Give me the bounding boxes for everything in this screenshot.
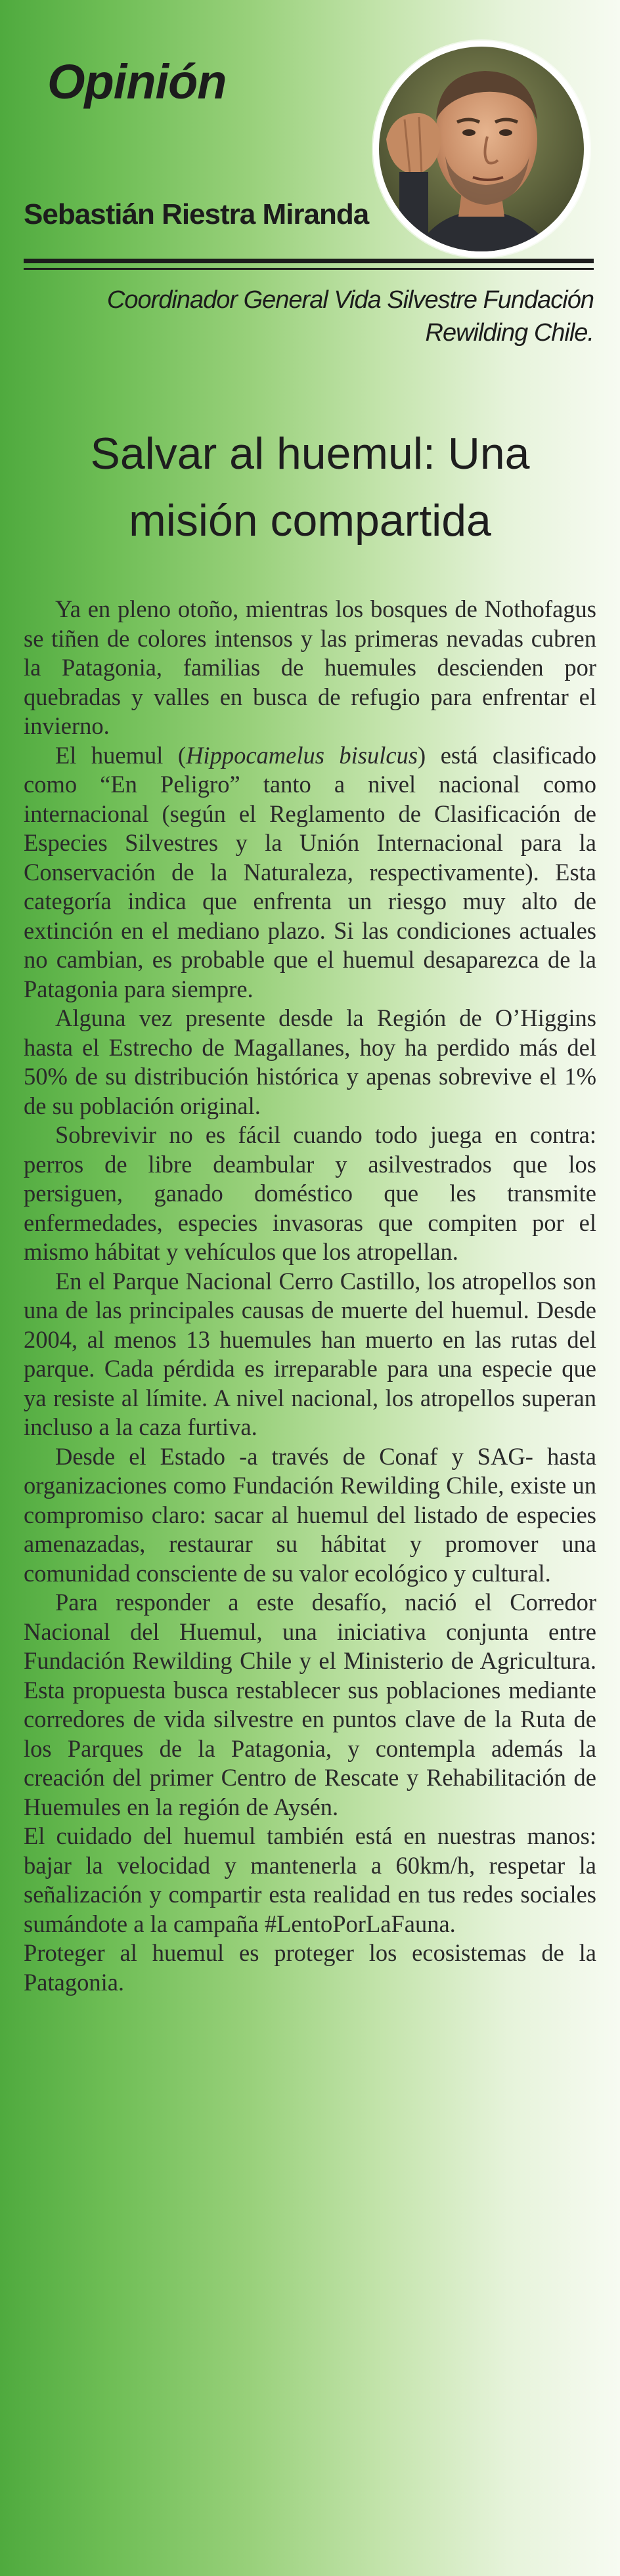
author-role-line2: Rewilding Chile.: [425, 319, 594, 347]
section-label: Opinión: [47, 54, 227, 109]
paragraph-7: Para responder a este desafío, nació el Corredor Nacional del Huemul, una iniciativa conjunta entre Fundación Rewilding Chile y el Ministerio de Agricultura. Esta propuesta busca restablecer sus poblaciones mediante corredores de vida silvestre en puntos clave de la Ruta de los Parques de la Patagonia, y contempla además la creación del primer Centro de Rescate y Rehabilitación de Huemules en la región de Aysén.: [24, 1589, 596, 1820]
header-divider-thin: [24, 268, 594, 270]
author-photo: [373, 41, 590, 257]
article-body: [24, 595, 596, 1997]
article-title: [24, 420, 596, 554]
paragraph-8: El cuidado del huemul también está en nuestras manos: bajar la velocidad y mantenerla a 60km/h, respetar la señalización y compartir esta realidad en tus redes sociales sumándote a la campaña #LentoPorLaFauna.: [24, 1822, 596, 1937]
paragraph-1: Ya en pleno otoño, mientras los bosques de Nothofagus se tiñen de colores intensos y las primeras nevadas cubren la Patagonia, familias de huemules descienden por quebradas y valles en busca de refugio para enfrentar el invierno.: [24, 595, 596, 739]
author-role: [68, 284, 594, 349]
paragraph-3: Alguna vez presente desde la Región de O’Higgins hasta el Estrecho de Magallanes, hoy ha perdido más del 50% de su distribución histórica y apenas sobrevive el 1% de su población original.: [24, 1004, 596, 1119]
paragraph-5: En el Parque Nacional Cerro Castillo, los atropellos son una de las principales causas de muerte del huemul. Desde 2004, al menos 13 huemules han muerto en las rutas del parque. Cada pérdida es irreparable para una especie que ya resiste al límite. A nivel nacional, los atropellos superan incluso a la caza furtiva.: [24, 1267, 596, 1440]
paragraph-4: Sobrevivir no es fácil cuando todo juega en contra: perros de libre deambular y asilvestrados que los persiguen, ganado doméstico que les transmite enfermedades, especies invasoras que compiten por el mismo hábitat y vehículos que los atropellan.: [24, 1121, 596, 1265]
paragraph-6: Desde el Estado -a través de Conaf y SAG- hasta organizaciones como Fundación Rewilding Chile, existe un compromiso claro: sacar al huemul del listado de especies amenazadas, restaurar su hábitat y promover una comunidad consciente de su valor ecológico y cultural.: [24, 1442, 596, 1587]
paragraph-2-rest: ) está clasificado como “En Peligro” tanto a nivel nacional como internacional (según el Reglamento de Clasificación de Especies Silvestres y la Unión Internacional para la Conservación de la Naturaleza, respectivamente). Esta categoría indica que enfrenta un riesgo muy alto de extinción en el mediano plazo. Si las condiciones actuales no cambian, es probable que el huemul desaparezca de la Patagonia para siempre.: [24, 741, 597, 1002]
author-role-line1: Coordinador General Vida Silvestre Fundación: [106, 286, 594, 314]
species-scientific-name: Hippocamelus bisulcus: [186, 741, 418, 769]
paragraph-2: [24, 741, 596, 1004]
paragraph-9: Proteger al huemul es proteger los ecosistemas de la Patagonia.: [24, 1939, 596, 1996]
header-divider-thick: [24, 259, 594, 263]
article-title-line2: misión compartida: [129, 496, 491, 546]
paragraph-2-start: El huemul (: [55, 741, 187, 769]
article-title-line1: Salvar al huemul: Una: [90, 429, 530, 479]
author-portrait-icon: [373, 41, 590, 257]
author-name: Sebastián Riestra Miranda: [24, 198, 369, 230]
